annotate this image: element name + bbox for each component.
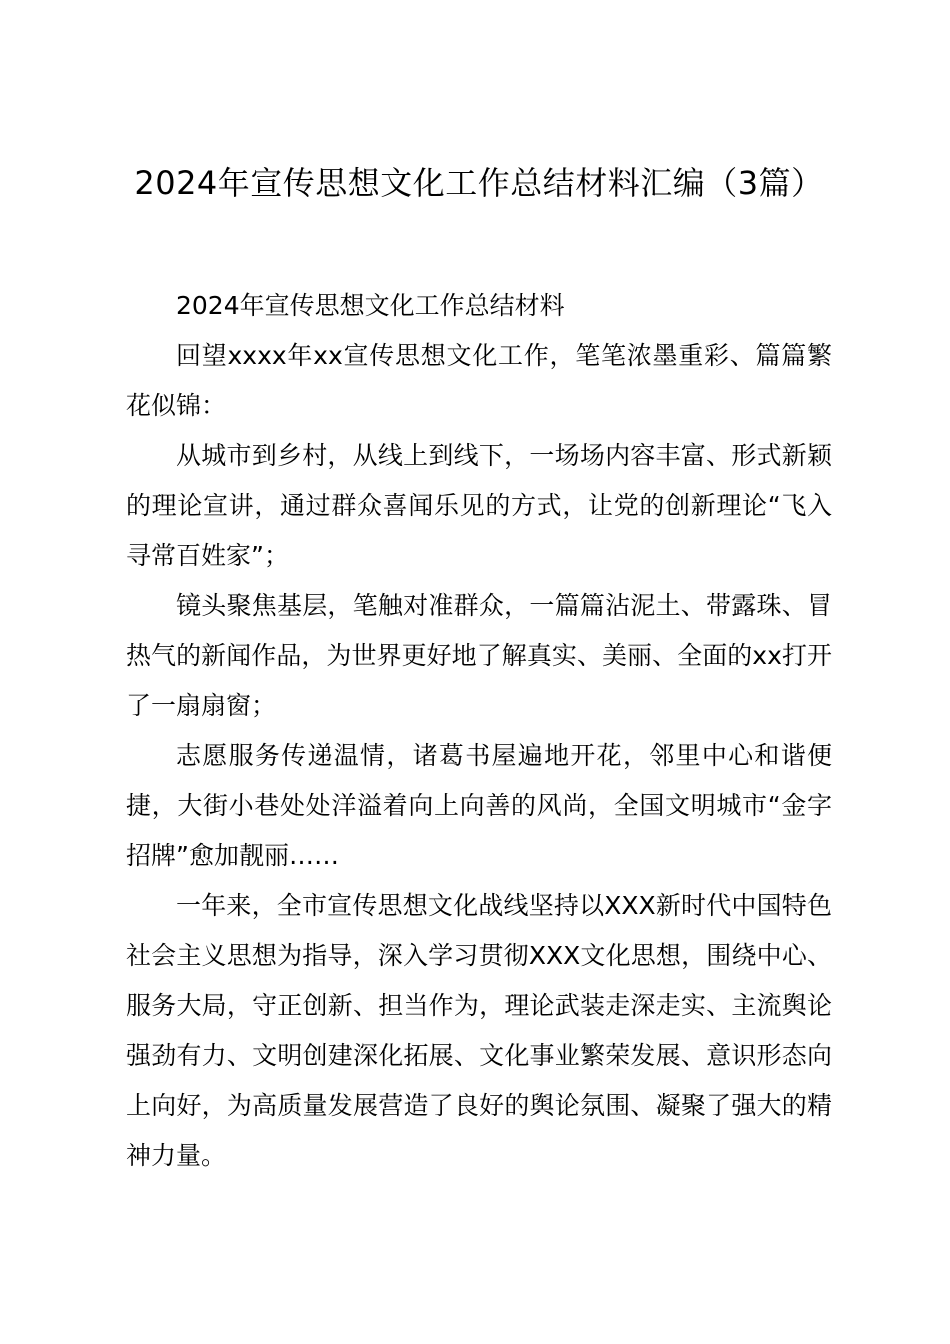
subtitle-paragraph: 2024年宣传思想文化工作总结材料 [176, 291, 565, 320]
body-paragraph: 从城市到乡村，从线上到线下，一场场内容丰富、形式新颖的理论宣讲，通过群众喜闻乐见的方式，让党的创新理论“飞入寻常百姓家”； [126, 441, 832, 570]
body-paragraph: 回望xxxx年xx宣传思想文化工作，笔笔浓墨重彩、篇篇繁花似锦： [126, 341, 832, 420]
body-paragraph: 一年来，全市宣传思想文化战线坚持以XXX新时代中国特色社会主义思想为指导，深入学习贯彻XXX文化思想，围绕中心、服务大局，守正创新、担当作为，理论武装走深走实、主流舆论强劲有力、文明创建深化拓展、文化事业繁荣发展、意识形态向上向好，为高质量发展营造了良好的舆论氛围、凝聚了强大的精神力量。 [126, 891, 832, 1170]
document-body [126, 281, 832, 1181]
body-paragraph: 志愿服务传递温情，诸葛书屋遍地开花，邻里中心和谐便捷，大街小巷处处洋溢着向上向善的风尚，全国文明城市“金字招牌”愈加靓丽…… [126, 741, 832, 870]
body-paragraph: 镜头聚焦基层，笔触对准群众，一篇篇沾泥土、带露珠、冒热气的新闻作品，为世界更好地了解真实、美丽、全面的xx打开了一扇扇窗； [126, 591, 832, 720]
document-title: 2024年宣传思想文化工作总结材料汇编（3篇） [134, 164, 824, 202]
